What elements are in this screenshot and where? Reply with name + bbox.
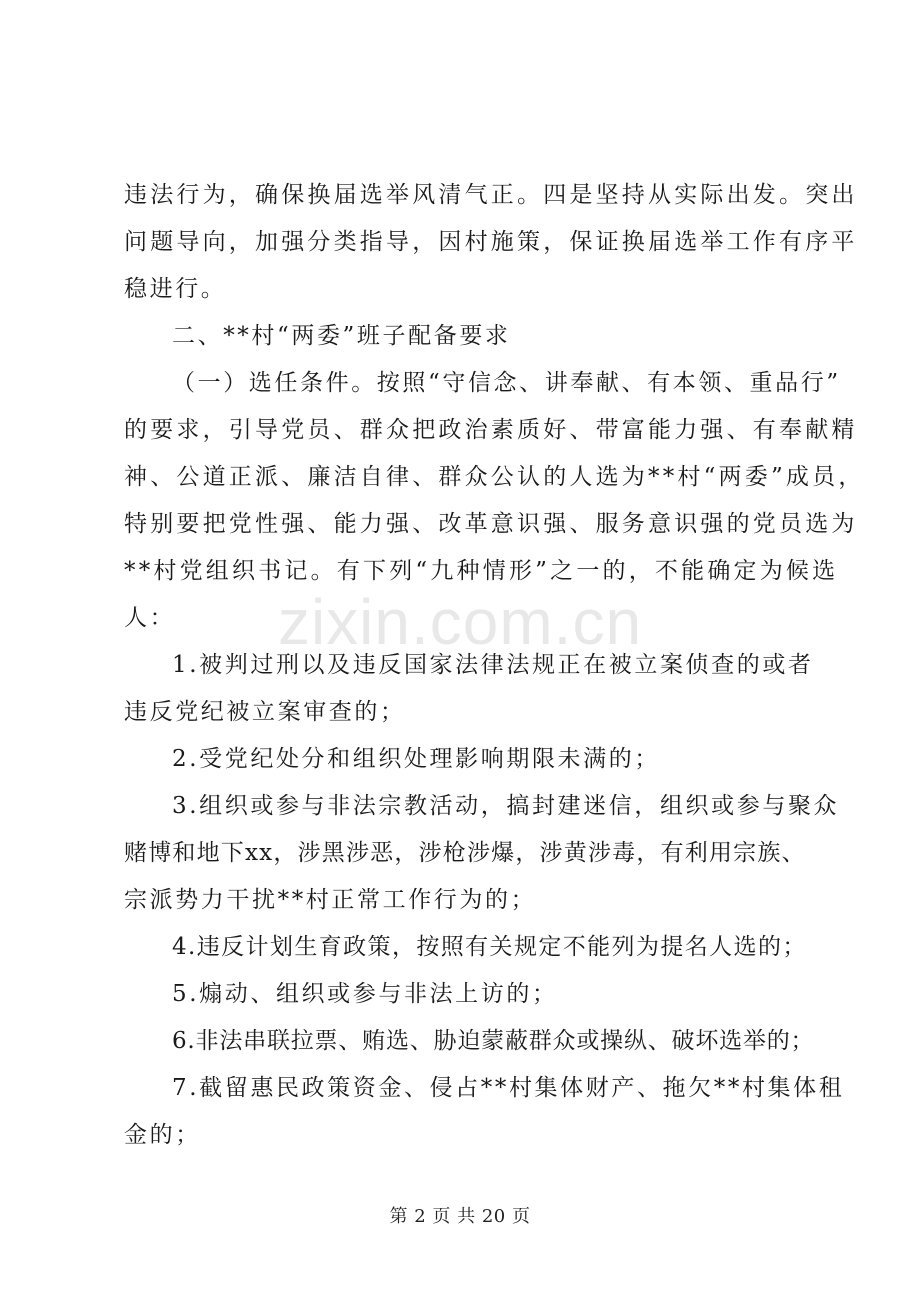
paragraph-line: 稳进行。	[124, 276, 227, 302]
list-item: 7.截留惠民政策资金、侵占**村集体财产、拖欠**村集体租	[172, 1075, 845, 1101]
paragraph-line: 神、公道正派、廉洁自律、群众公认的人选为**村“两委”成员，	[124, 464, 865, 490]
section-heading: 二、**村“两委”班子配备要求	[172, 323, 511, 349]
list-item-continuation: 赌博和地下xx，涉黑涉恶，涉枪涉爆，涉黄涉毒，有利用宗族、	[124, 840, 806, 866]
list-item-continuation: 宗派势力干扰**村正常工作行为的；	[124, 887, 537, 913]
paragraph-line: 的要求，引导党员、群众把政治素质好、带富能力强、有奉献精	[124, 417, 858, 443]
paragraph-line: **村党组织书记。有下列“九种情形”之一的，不能确定为候选	[124, 558, 839, 584]
paragraph-line: 违法行为，确保换届选举风清气正。四是坚持从实际出发。突出	[124, 182, 858, 208]
list-item: 5.煽动、组织或参与非法上访的；	[172, 981, 558, 1007]
list-item-continuation: 金的；	[124, 1122, 201, 1148]
list-item: 6.非法串联拉票、贿选、胁迫蒙蔽群众或操纵、破坏选举的；	[172, 1028, 815, 1054]
paragraph-line: 问题导向，加强分类指导，因村施策，保证换届选举工作有序平	[124, 229, 858, 255]
paragraph-line: 特别要把党性强、能力强、改革意识强、服务意识强的党员选为	[124, 511, 858, 537]
list-item: 3.组织或参与非法宗教活动，搞封建迷信，组织或参与聚众	[172, 793, 840, 819]
list-item: 2.受党纪处分和组织处理影响期限未满的；	[172, 746, 660, 772]
page-footer: 第 2 页 共 20 页	[389, 1206, 531, 1227]
paragraph-line: 人：	[124, 605, 176, 631]
list-item: 4.违反计划生育政策，按照有关规定不能列为提名人选的；	[172, 934, 807, 960]
list-item: 1.被判过刑以及违反国家法律法规正在被立案侦查的或者	[172, 652, 814, 678]
watermark: zixin.com.cn	[277, 586, 643, 658]
list-item-continuation: 违反党纪被立案审查的；	[124, 699, 406, 725]
paragraph-line: （一）选任条件。按照“守信念、讲奉献、有本领、重品行”	[172, 370, 841, 396]
